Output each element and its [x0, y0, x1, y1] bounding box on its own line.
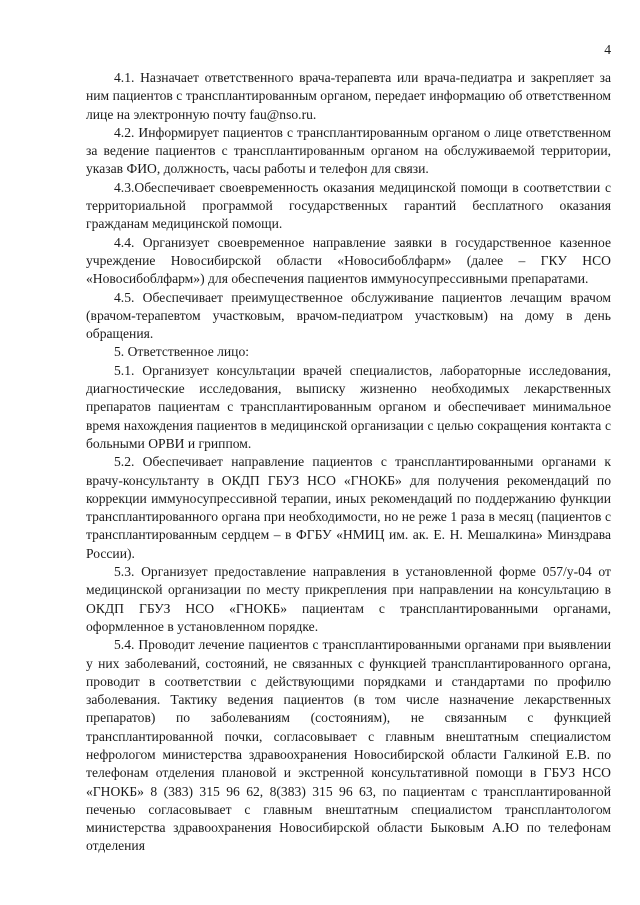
document-body	[86, 69, 611, 856]
page-number: 4	[604, 42, 611, 57]
paragraph-5-4: 5.4. Проводит лечение пациентов с трансплантированными органами при выявлении у них заболеваний, состояний, не связанных с функцией трансплантированного органа, проводит в соответствии с действующими порядками и стандартами по профилю заболевания. Тактику ведения пациентов (в том числе назначение лекарственных препаратов) по заболеваниям (состояниям), не связанным с функцией трансплантированной почки, согласовывает с главным внештатным специалистом нефрологом министерства здравоохранения Новосибирской области Галкиной Е.В. по телефонам отделения плановой и экстренной консультативной помощи в ГБУЗ НСО «ГНОКБ» 8 (383) 315 96 62, 8(383) 315 96 63, по пациентам с трансплантированной печенью согласовывает с главным внештатным специалистом трансплантологом министерства здравоохранения Новосибирской области Быковым А.Ю по телефонам отделения	[86, 637, 611, 854]
section-5-heading: 5. Ответственное лицо:	[114, 344, 250, 360]
paragraph-4-5: 4.5. Обеспечивает преимущественное обслуживание пациентов лечащим врачом (врачом-терапевтом участковым, врачом-педиатром участковым) на дому в день обращения.	[86, 289, 611, 342]
paragraph-5-3: 5.3. Организует предоставление направления в установленной форме 057/у-04 от медицинской организации по месту прикрепления при направлении на консультацию в ОКДП ГБУЗ НСО «ГНОКБ» пациентам с трансплантированными органами, оформленное в установленном порядке.	[86, 564, 611, 634]
paragraph-4-2: 4.2. Информирует пациентов с трансплантированным органом о лице ответственном за ведение пациентов с трансплантированным органом на обслуживаемой территории, указав ФИО, должность, часы работы и телефон для связи.	[86, 124, 611, 177]
paragraph-5-1: 5.1. Организует консультации врачей специалистов, лабораторные исследования, диагностические исследования, выписку жизненно необходимых лекарственных препаратов пациентам с трансплантированным органом и обеспечивает минимальное время нахождения пациентов в медицинской организации с целью сокращения контакта с больными ОРВИ и гриппом.	[86, 362, 611, 451]
paragraph-5-2: 5.2. Обеспечивает направление пациентов с трансплантированными органами к врачу-консультанту в ОКДП ГБУЗ НСО «ГНОКБ» для получения рекомендаций по коррекции иммуносупрессивной терапии, иных рекомендаций по поддержанию функции трансплантированного органа при необходимости, но не реже 1 раза в месяц (пациентов с трансплантированным сердцем – в ФГБУ «НМИЦ им. ак. Е. Н. Мешалкина» Минздрава России).	[86, 454, 611, 561]
paragraph-4-4: 4.4. Организует своевременное направление заявки в государственное казенное учреждение Новосибирской области «Новосибоблфарм» (далее – ГКУ НСО «Новосибоблфарм») для обеспечения пациентов иммуносупрессивными препаратами.	[86, 234, 611, 287]
paragraph-4-1: 4.1. Назначает ответственного врача-терапевта или врача-педиатра и закрепляет за ним пациентов с трансплантированным органом, передает информацию об ответственном лице на электронную почту fau@nso.ru.	[86, 70, 611, 122]
paragraph-4-3: 4.3.Обеспечивает своевременность оказания медицинской помощи в соответствии с территориальной программой государственных гарантий бесплатного оказания гражданам медицинской помощи.	[86, 179, 611, 232]
